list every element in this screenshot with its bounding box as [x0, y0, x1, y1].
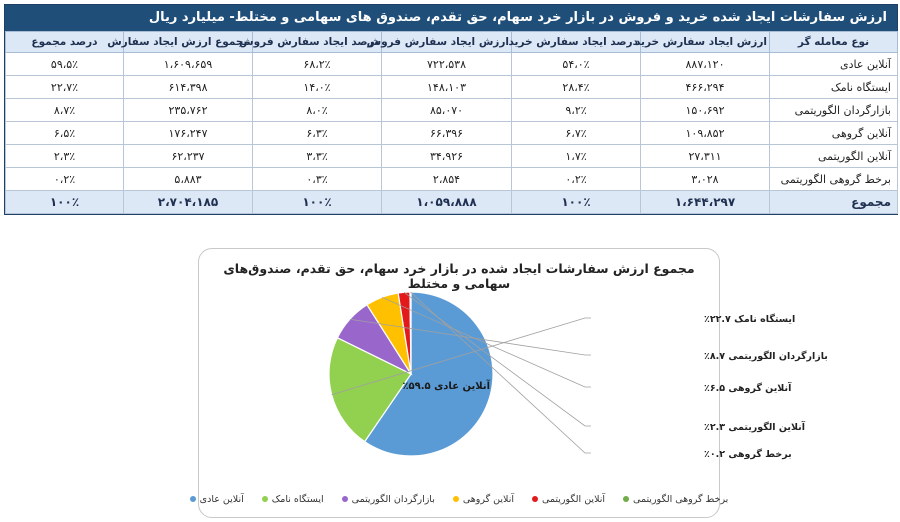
- legend-label: بازارگردان الگوریتمی: [351, 493, 435, 505]
- table-cell: ۱،۶۴۴،۲۹۷: [641, 191, 770, 214]
- table-cell: ۱۴،۰٪: [253, 76, 382, 99]
- legend-label: برخط گروهی الگوریتمی: [633, 493, 729, 505]
- legend-item: [262, 491, 324, 507]
- table-cell: ۵۹،۵٪: [6, 53, 124, 76]
- header-sell-percent: درصد ایجاد سفارش فروش: [253, 32, 382, 53]
- legend-swatch: [342, 496, 348, 502]
- legend-swatch: [190, 496, 196, 502]
- table-row: [6, 168, 898, 191]
- table-cell: ۲،۸۵۴: [382, 168, 512, 191]
- table-title: ارزش سفارشات ایجاد شده خرید و فروش در بازار خرد سهام، حق تقدم، صندوق های سهامی و مختلط- میلیارد ریال: [5, 5, 897, 31]
- table-cell: آنلاین الگوریتمی: [770, 145, 898, 168]
- table-row: [6, 76, 898, 99]
- table-cell: ۲۷،۳۱۱: [641, 145, 770, 168]
- header-trader-type: نوع معامله گر: [770, 32, 898, 53]
- table-cell: ۳،۰۲۸: [641, 168, 770, 191]
- table-cell: ۶۲،۲۳۷: [124, 145, 253, 168]
- table-cell: ۱۵۰،۶۹۲: [641, 99, 770, 122]
- table-cell: ۵،۸۸۳: [124, 168, 253, 191]
- table-header-row: [6, 32, 898, 53]
- data-label-3: آنلاین گروهی ۶.۵٪: [704, 383, 792, 394]
- table-cell: ۸۵،۰۷۰: [382, 99, 512, 122]
- table-cell: ۰،۲٪: [512, 168, 641, 191]
- table-cell: ۱۰۹،۸۵۲: [641, 122, 770, 145]
- legend-item: [532, 491, 605, 507]
- chart-legend: [199, 491, 729, 507]
- table-cell: ۱،۶۰۹،۶۵۹: [124, 53, 253, 76]
- table-cell: ۴۶۶،۲۹۴: [641, 76, 770, 99]
- chart-title: مجموع ارزش سفارشات ایجاد شده در بازار خرد سهام، حق تقدم، صندوق‌های سهامی و مختلط: [223, 261, 695, 291]
- table-cell: ۰،۳٪: [253, 168, 382, 191]
- table-cell: ۶،۷٪: [512, 122, 641, 145]
- table-cell: ۶۸،۲٪: [253, 53, 382, 76]
- table-cell: ۸،۷٪: [6, 99, 124, 122]
- legend-item: [453, 491, 514, 507]
- data-label-5: برخط گروهی ۰.۲٪: [704, 449, 792, 460]
- table-cell: ۶،۵٪: [6, 122, 124, 145]
- table-cell: ۰،۲٪: [6, 168, 124, 191]
- header-buy-value: ارزش ایجاد سفارش خرید: [641, 32, 770, 53]
- table-cell: ایستگاه نامک: [770, 76, 898, 99]
- table-cell: ۲۲،۷٪: [6, 76, 124, 99]
- table-row: [6, 53, 898, 76]
- header-total-percent: درصد مجموع: [6, 32, 124, 53]
- table-cell: ۵۴،۰٪: [512, 53, 641, 76]
- table-cell: ۱،۰۵۹،۸۸۸: [382, 191, 512, 214]
- header-sell-value: ارزش ایجاد سفارش فروش: [382, 32, 512, 53]
- table-cell: ۶۶،۳۹۶: [382, 122, 512, 145]
- header-buy-percent: درصد ایجاد سفارش خرید: [512, 32, 641, 53]
- table-total-row: [6, 191, 898, 214]
- legend-item: [623, 491, 728, 507]
- legend-label: ایستگاه نامک: [271, 493, 324, 505]
- pie-chart-panel: [198, 248, 828, 518]
- table-row: [6, 122, 898, 145]
- table-cell: ۲۳۵،۷۶۲: [124, 99, 253, 122]
- table-cell: ۳،۳٪: [253, 145, 382, 168]
- orders-table: [5, 31, 898, 214]
- table-cell: ۱۷۶،۲۴۷: [124, 122, 253, 145]
- table-cell: ۱۰۰٪: [512, 191, 641, 214]
- table-cell: آنلاین گروهی: [770, 122, 898, 145]
- table-cell: ۲۸،۴٪: [512, 76, 641, 99]
- data-label-4: آنلاین الگوریتمی ۲.۳٪: [704, 422, 805, 433]
- legend-swatch: [262, 496, 268, 502]
- data-label-1: ایستگاه نامک ۲۲.۷٪: [704, 314, 796, 325]
- data-label-0: آنلاین عادی ۵۹.۵٪: [402, 380, 491, 392]
- legend-swatch: [453, 496, 459, 502]
- data-table-panel: [4, 4, 898, 215]
- table-row: [6, 145, 898, 168]
- table-cell: ۳۴،۹۲۶: [382, 145, 512, 168]
- legend-item: [342, 491, 435, 507]
- legend-swatch: [623, 496, 629, 502]
- table-cell: ۷۲۲،۵۳۸: [382, 53, 512, 76]
- table-cell: ۱۰۰٪: [253, 191, 382, 214]
- table-cell: ۲،۳٪: [6, 145, 124, 168]
- data-label-2: بازارگردان الگوریتمی ۸.۷٪: [704, 351, 828, 362]
- legend-item: [190, 491, 244, 507]
- table-cell: بازارگردان الگوریتمی: [770, 99, 898, 122]
- table-cell: ۱،۷٪: [512, 145, 641, 168]
- legend-swatch: [532, 496, 538, 502]
- table-cell: ۶۱۴،۳۹۸: [124, 76, 253, 99]
- table-cell: ۸،۰٪: [253, 99, 382, 122]
- header-total-value: مجموع ارزش ایجاد سفارش: [124, 32, 253, 53]
- legend-label: آنلاین گروهی: [462, 493, 514, 505]
- table-cell: ۶،۳٪: [253, 122, 382, 145]
- table-cell: ۱۴۸،۱۰۳: [382, 76, 512, 99]
- table-cell: آنلاین عادی: [770, 53, 898, 76]
- table-cell: ۱۰۰٪: [6, 191, 124, 214]
- table-cell: ۲،۷۰۴،۱۸۵: [124, 191, 253, 214]
- table-cell: برخط گروهی الگوریتمی: [770, 168, 898, 191]
- legend-label: آنلاین الگوریتمی: [541, 493, 606, 505]
- table-cell: ۸۸۷،۱۲۰: [641, 53, 770, 76]
- table-cell: ۹،۲٪: [512, 99, 641, 122]
- legend-label: آنلاین عادی: [199, 493, 244, 505]
- table-cell: مجموع: [770, 191, 898, 214]
- table-row: [6, 99, 898, 122]
